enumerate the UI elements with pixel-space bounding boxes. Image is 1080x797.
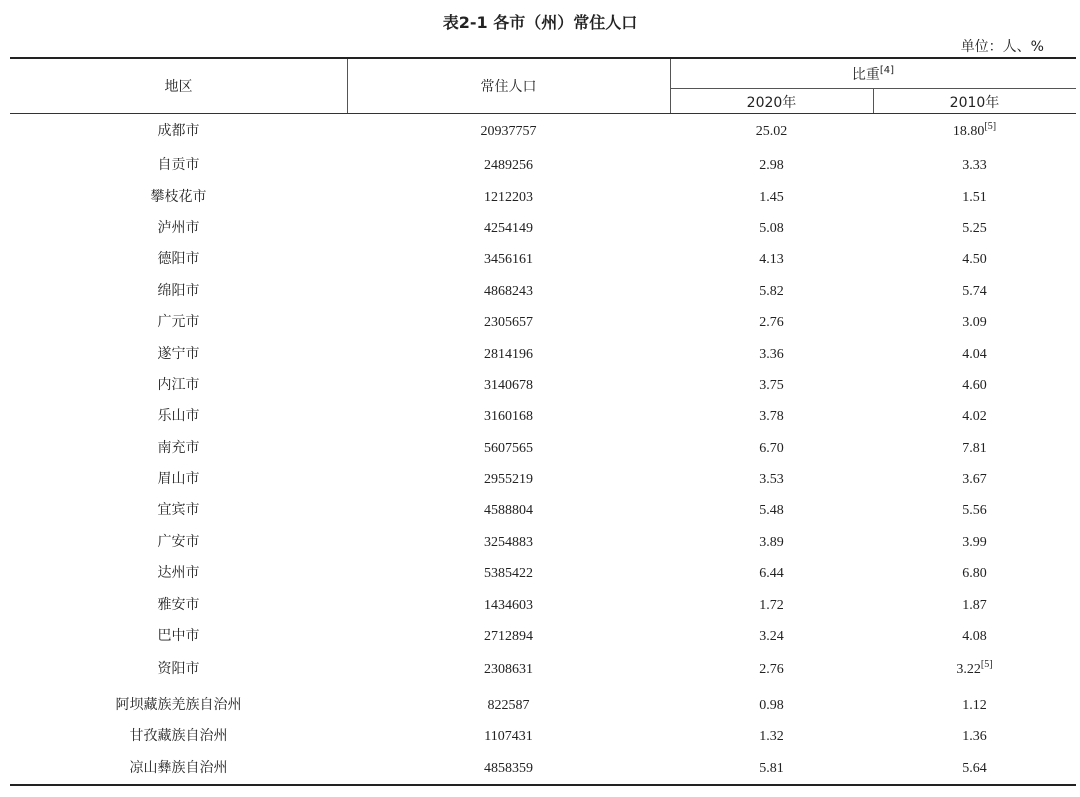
share-2020-cell: 5.82	[759, 284, 784, 299]
table-row	[10, 621, 1076, 652]
share-2010-value: 3.99	[962, 535, 987, 550]
table-row	[10, 182, 1076, 213]
share-2010-cell	[873, 150, 1076, 181]
share-2010-value: 4.50	[962, 252, 987, 267]
population-cell: 2955219	[484, 472, 533, 487]
region-cell: 凉山彝族自治州	[129, 760, 228, 776]
region-cell: 自贡市	[157, 157, 200, 173]
share-2010-value: 1.36	[962, 729, 987, 744]
region-cell: 广安市	[157, 534, 200, 550]
share-2010-value: 18.80	[952, 124, 985, 139]
share-2010-cell	[873, 527, 1076, 558]
region-cell: 资阳市	[157, 661, 200, 677]
share-2020-cell: 0.98	[759, 698, 784, 713]
share-2020-cell: 4.13	[759, 252, 784, 267]
share-2020-cell: 2.76	[759, 315, 784, 330]
header-population: 常住人口	[480, 79, 537, 95]
header-rule	[10, 113, 1076, 114]
population-cell: 2308631	[484, 662, 533, 677]
share-2010-cell	[873, 339, 1076, 370]
table-row	[10, 150, 1076, 181]
share-2020-cell: 6.70	[759, 441, 784, 456]
share-2020-cell: 1.45	[759, 190, 784, 205]
population-cell: 2489256	[484, 158, 533, 173]
share-2020-cell: 25.02	[755, 124, 788, 139]
population-cell: 1107431	[484, 729, 533, 744]
share-2020-cell: 3.75	[759, 378, 784, 393]
population-cell: 3140678	[484, 378, 533, 393]
share-2010-cell	[873, 276, 1076, 307]
population-cell: 5385422	[484, 566, 533, 581]
share-2010-cell	[873, 433, 1076, 464]
population-cell: 3254883	[484, 535, 533, 550]
region-cell: 眉山市	[157, 471, 200, 487]
share-2010-value: 1.12	[962, 698, 987, 713]
header-share-note: [4]	[879, 65, 895, 76]
table-row	[10, 213, 1076, 244]
bottom-rule	[10, 784, 1076, 786]
footnote-ref: [5]	[984, 121, 997, 132]
population-cell: 4868243	[484, 284, 533, 299]
share-2020-cell: 1.32	[759, 729, 784, 744]
table-row	[10, 654, 1076, 685]
population-cell: 20937757	[480, 124, 537, 139]
table-row	[10, 244, 1076, 275]
share-2020-cell: 3.53	[759, 472, 784, 487]
header-subrule	[670, 88, 1076, 89]
region-cell: 南充市	[157, 440, 200, 456]
share-2010-cell	[873, 464, 1076, 495]
share-2010-value: 4.60	[962, 378, 987, 393]
table-row	[10, 527, 1076, 558]
share-2010-value: 1.87	[962, 598, 987, 613]
share-2020-cell: 3.89	[759, 535, 784, 550]
header-share-label: 比重	[851, 67, 880, 83]
population-cell: 5607565	[484, 441, 533, 456]
share-2010-cell	[873, 495, 1076, 526]
region-cell: 泸州市	[157, 220, 200, 236]
header-share	[670, 64, 1076, 84]
table-row	[10, 339, 1076, 370]
share-2010-cell	[873, 753, 1076, 784]
region-cell: 遂宁市	[157, 346, 200, 362]
table-row	[10, 307, 1076, 338]
share-2020-cell: 1.72	[759, 598, 784, 613]
share-2020-cell: 6.44	[759, 566, 784, 581]
region-cell: 成都市	[157, 123, 200, 139]
share-2010-value: 4.02	[962, 409, 987, 424]
share-2010-value: 7.81	[962, 441, 987, 456]
share-2010-cell	[873, 654, 1076, 685]
share-2020-cell: 2.98	[759, 158, 784, 173]
share-2010-cell	[873, 213, 1076, 244]
share-2010-cell	[873, 307, 1076, 338]
region-cell: 乐山市	[157, 408, 200, 424]
share-2010-cell	[873, 401, 1076, 432]
table-row	[10, 401, 1076, 432]
share-2010-cell	[873, 558, 1076, 589]
share-2010-value: 5.64	[962, 761, 987, 776]
table-row	[10, 753, 1076, 784]
share-2010-cell	[873, 621, 1076, 652]
share-2020-cell: 5.08	[759, 221, 784, 236]
share-2010-value: 5.74	[962, 284, 987, 299]
table-row	[10, 433, 1076, 464]
table-title: 表2-1 各市（州）常住人口	[442, 13, 638, 32]
table-row	[10, 495, 1076, 526]
table-row	[10, 558, 1076, 589]
share-2010-value: 4.08	[962, 629, 987, 644]
region-cell: 绵阳市	[157, 283, 200, 299]
region-cell: 达州市	[157, 565, 200, 581]
header-2010: 2010年	[949, 95, 1000, 111]
region-cell: 雅安市	[157, 597, 200, 613]
region-cell: 宜宾市	[157, 502, 200, 518]
population-cell: 1212203	[484, 190, 533, 205]
share-2020-cell: 5.48	[759, 503, 784, 518]
share-2020-cell: 3.36	[759, 347, 784, 362]
population-cell: 4858359	[484, 761, 533, 776]
share-2020-cell: 5.81	[759, 761, 784, 776]
share-2010-cell	[873, 721, 1076, 752]
population-cell: 1434603	[484, 598, 533, 613]
share-2010-value: 5.25	[962, 221, 987, 236]
share-2010-value: 3.22	[956, 662, 981, 677]
table-row	[10, 116, 1076, 147]
share-2010-cell	[873, 182, 1076, 213]
share-2010-cell	[873, 590, 1076, 621]
share-2010-cell	[873, 244, 1076, 275]
population-cell: 2305657	[484, 315, 533, 330]
region-cell: 广元市	[157, 314, 200, 330]
share-2010-cell	[873, 370, 1076, 401]
header-region: 地区	[164, 79, 193, 95]
population-cell: 2712894	[484, 629, 533, 644]
share-2010-cell	[873, 690, 1076, 721]
table-row	[10, 690, 1076, 721]
table-row	[10, 370, 1076, 401]
share-2020-cell: 2.76	[759, 662, 784, 677]
share-2010-value: 4.04	[962, 347, 987, 362]
population-cell: 3160168	[484, 409, 533, 424]
share-2010-value: 3.67	[962, 472, 987, 487]
region-cell: 甘孜藏族自治州	[129, 728, 228, 744]
share-2010-value: 1.51	[962, 190, 987, 205]
share-2010-cell	[873, 116, 1076, 147]
region-cell: 德阳市	[157, 251, 200, 267]
region-cell: 阿坝藏族羌族自治州	[115, 697, 242, 713]
footnote-ref: [5]	[980, 659, 993, 670]
header-2020: 2020年	[746, 95, 797, 111]
top-rule	[10, 57, 1076, 59]
unit-label: 单位：人、%	[960, 39, 1044, 55]
region-cell: 内江市	[157, 377, 200, 393]
table-row	[10, 721, 1076, 752]
population-cell: 822587	[487, 698, 530, 713]
share-2010-value: 3.33	[962, 158, 987, 173]
region-cell: 攀枝花市	[150, 189, 207, 205]
share-2020-cell: 3.24	[759, 629, 784, 644]
share-2010-value: 5.56	[962, 503, 987, 518]
table-row	[10, 590, 1076, 621]
table-row	[10, 464, 1076, 495]
population-cell: 4254149	[484, 221, 533, 236]
population-cell: 3456161	[484, 252, 533, 267]
region-cell: 巴中市	[157, 628, 200, 644]
share-2020-cell: 3.78	[759, 409, 784, 424]
share-2010-value: 3.09	[962, 315, 987, 330]
table-row	[10, 276, 1076, 307]
population-cell: 2814196	[484, 347, 533, 362]
population-cell: 4588804	[484, 503, 533, 518]
share-2010-value: 6.80	[962, 566, 987, 581]
